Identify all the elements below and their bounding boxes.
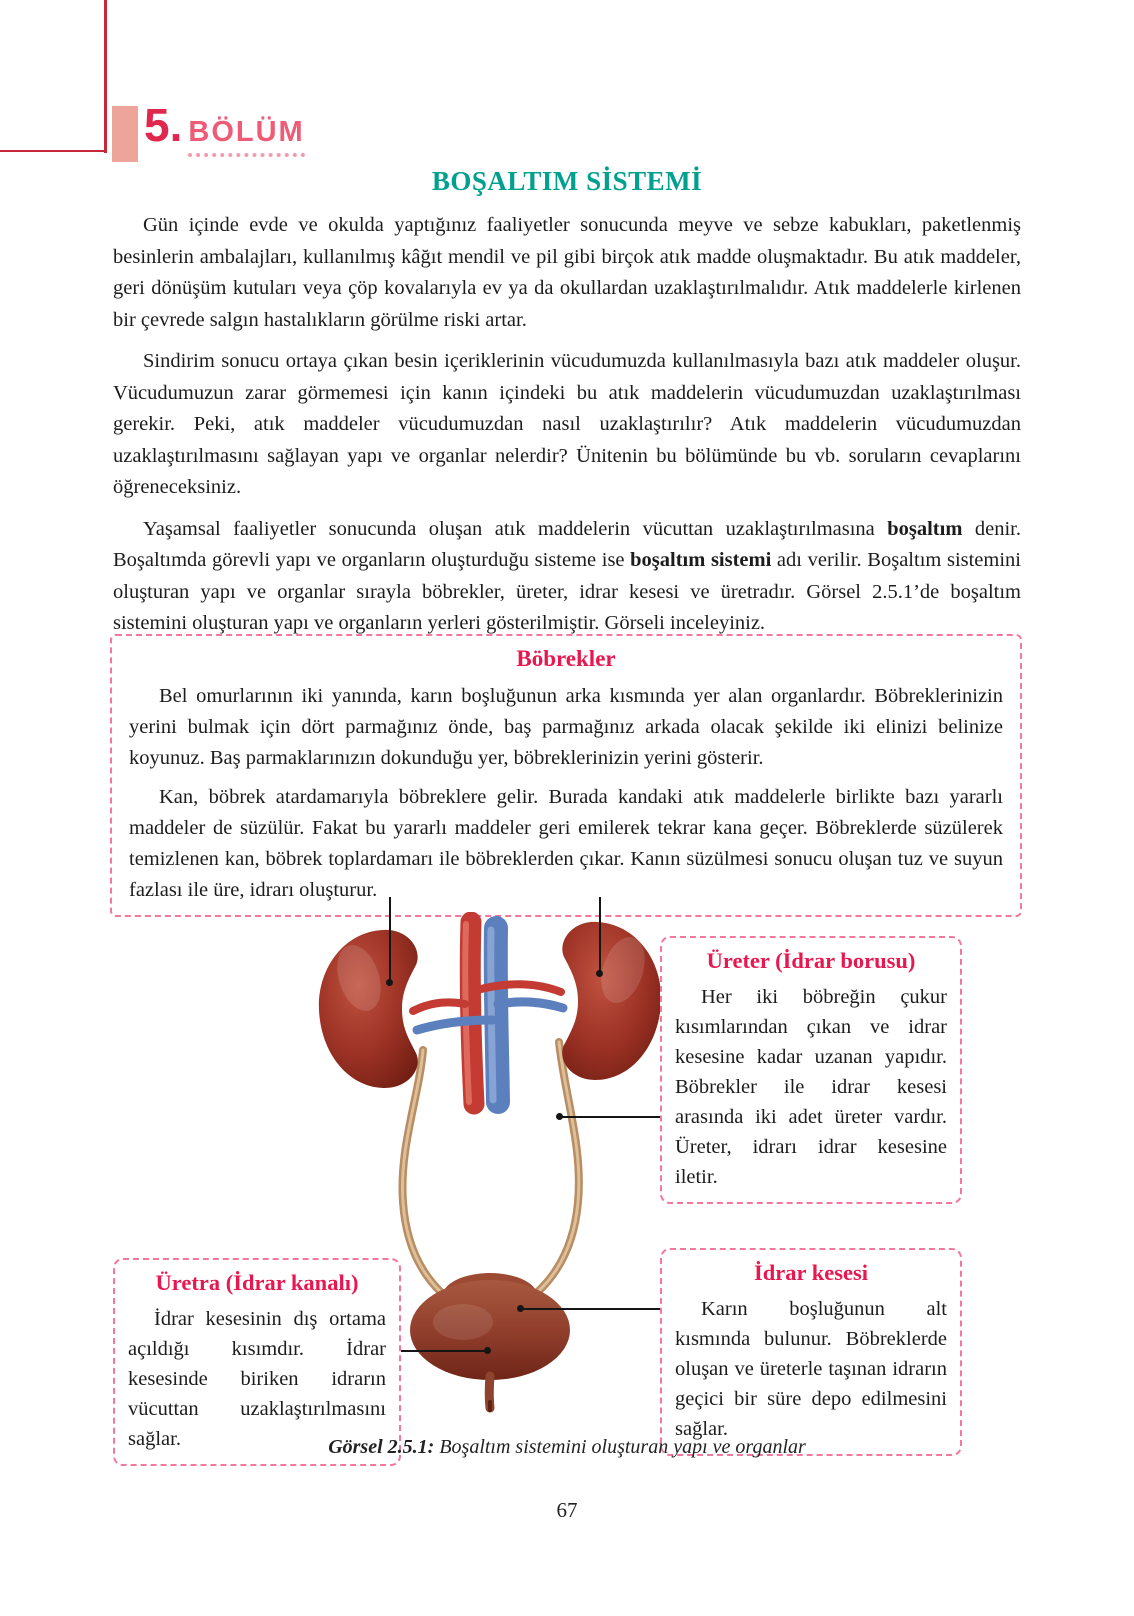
intro-paragraph-3 [113, 514, 1021, 640]
aorta [465, 922, 474, 1104]
kidneys-box-paragraph-2: Kan, böbrek atardamarıyla böbreklere gelir. Burada kandaki atık maddelerle birlikte bazı yararlı maddeler de süzülür. Fakat bu yararlı maddeler geri emilerek tekrar kana geçer. Böbreklerde süzülerek temizlenen kan, böbrek toplardamarı ile böbreklerden çıkar. Kanın süzülmesi sonucu oluşan tuz ve suyun fazlası ile üre, idrarı oluşturur. [129, 786, 1003, 901]
figure-caption-label: Görsel 2.5.1: [328, 1436, 435, 1458]
urethra [489, 1376, 490, 1410]
ureter-callout-title: Üreter (İdrar borusu) [706, 948, 916, 973]
figure-caption-text: Boşaltım sistemini oluşturan yapı ve organlar [434, 1436, 806, 1458]
intro-p3-text-a: Yaşamsal faaliyetler sonucunda oluşan atık maddelerin vücuttan uzaklaştırılmasına [143, 517, 888, 540]
figure-caption [0, 1436, 1134, 1459]
chapter-heading [144, 98, 305, 152]
left-kidney [319, 930, 418, 1088]
vena-cava [491, 928, 498, 1102]
intro-p3-term-bosaltim: boşaltım [887, 517, 963, 540]
pointer-line-ureter [560, 1116, 660, 1118]
ureter-callout-text: Her iki böbreğin çukur kısımlarından çıkan ve idrar kesesine kadar uzanan yapıdır. Böbrekler ile idrar kesesi arasında iki adet üreter vardır. Üreter, idrarı idrar kesesine iletir. [675, 986, 947, 1188]
pointer-line-urethra [401, 1350, 488, 1352]
bladder-callout-title: İdrar kesesi [754, 1260, 868, 1285]
urethra-callout-title: Üretra (İdrar kanalı) [155, 1270, 359, 1295]
left-ureter [402, 1050, 463, 1310]
urethra-callout-text: İdrar kesesinin dış ortama açıldığı kısımdır. İdrar kesesinde biriken idrarın vücuttan uzaklaştırılmasını sağlar. [128, 1308, 386, 1450]
right-ureter [517, 1042, 579, 1308]
kidneys-info-box [110, 634, 1022, 917]
pointer-line-left-kidney [389, 897, 391, 983]
ureter-callout-box [660, 936, 962, 1204]
intro-p3-text-b: denir. Boşaltımda görevli yapı ve organların oluşturduğu sisteme ise [113, 517, 1021, 571]
chapter-horizontal-rule [0, 150, 106, 152]
urethra-callout-box [113, 1258, 401, 1466]
pointer-dot-bladder [517, 1305, 524, 1312]
pointer-dot-ureter [556, 1113, 563, 1120]
intro-paragraph-1: Gün içinde evde ve okulda yaptığınız faaliyetler sonucunda meyve ve sebze kabukları, paketlenmiş besinlerin ambalajları, kullanılmış kâğıt mendil ve pil gibi birçok atık madde oluşmaktadır. Bu atık maddeler, geri dönüşüm kutuları veya çöp kovalarıyla ev ya da okullardan uzaklaştırılmalıdır. Atık maddelerle kirlenen bir çevrede salgın hastalıkların görülme riski artar. [113, 214, 1021, 331]
chapter-label: BÖLÜM [188, 116, 304, 157]
pointer-line-bladder [521, 1308, 660, 1310]
pointer-dot-left-kidney [386, 979, 393, 986]
intro-p3-term-bosaltim-sistemi: boşaltım sistemi [630, 549, 772, 571]
page-number: 67 [556, 1498, 578, 1522]
bladder-callout-text: Karın boşluğunun alt kısmında bulunur. Böbreklerde oluşan ve üreterle taşınan idrarın geçici bir süre depo edilmesini sağlar. [675, 1298, 947, 1440]
kidneys-box-paragraph-1: Bel omurlarının iki yanında, karın boşluğunun arka kısmında yer alan organlardır. Böbreklerinizin yerini bulmak için dört parmağınız önde, baş parmağınız arkada olacak şekilde iki elinizi belinize koyunuz. Baş parmaklarınızın dokunduğu yer, böbreklerinizin yerini gösterir. [129, 685, 1003, 769]
pointer-dot-right-kidney [596, 970, 603, 977]
chapter-vertical-rule [104, 0, 107, 153]
intro-text [113, 210, 1021, 650]
intro-paragraph-2: Sindirim sonucu ortaya çıkan besin içeriklerinin vücudumuzda kullanılmasıyla bazı atık maddeler oluşur. Vücudumuzun zarar görmemesi için kanın içindeki bu atık maddelerin vücudumuzdan uzaklaştırılması gerekir. Peki, atık maddeler vücudumuzdan nasıl uzaklaştırılır? Atık maddelerin vücudumuzdan uzaklaştırılmasını sağlayan yapı ve organlar nelerdir? Ünitenin bu bölümünde bu vb. soruların cevaplarını öğreneceksiniz. [113, 350, 1021, 498]
pointer-line-right-kidney [599, 897, 601, 974]
chapter-number: 5. [144, 99, 183, 151]
pointer-dot-urethra [484, 1347, 491, 1354]
right-kidney [562, 922, 661, 1080]
intro-p3-text-c: adı verilir. Boşaltım sistemini oluşturan yapı ve organlar sırayla böbrekler, üreter, idrar kesesi ve üretradır. Görsel 2.5.1’de boşaltım sistemini oluşturan yapı ve organların yerleri gösterilmiştir. Görseli inceleyiniz. [113, 549, 1021, 634]
chapter-accent-block [112, 106, 138, 162]
kidneys-box-title: Böbrekler [516, 646, 616, 671]
page-title: BOŞALTIM SİSTEMİ [431, 166, 703, 196]
bladder-callout-box [660, 1248, 962, 1456]
